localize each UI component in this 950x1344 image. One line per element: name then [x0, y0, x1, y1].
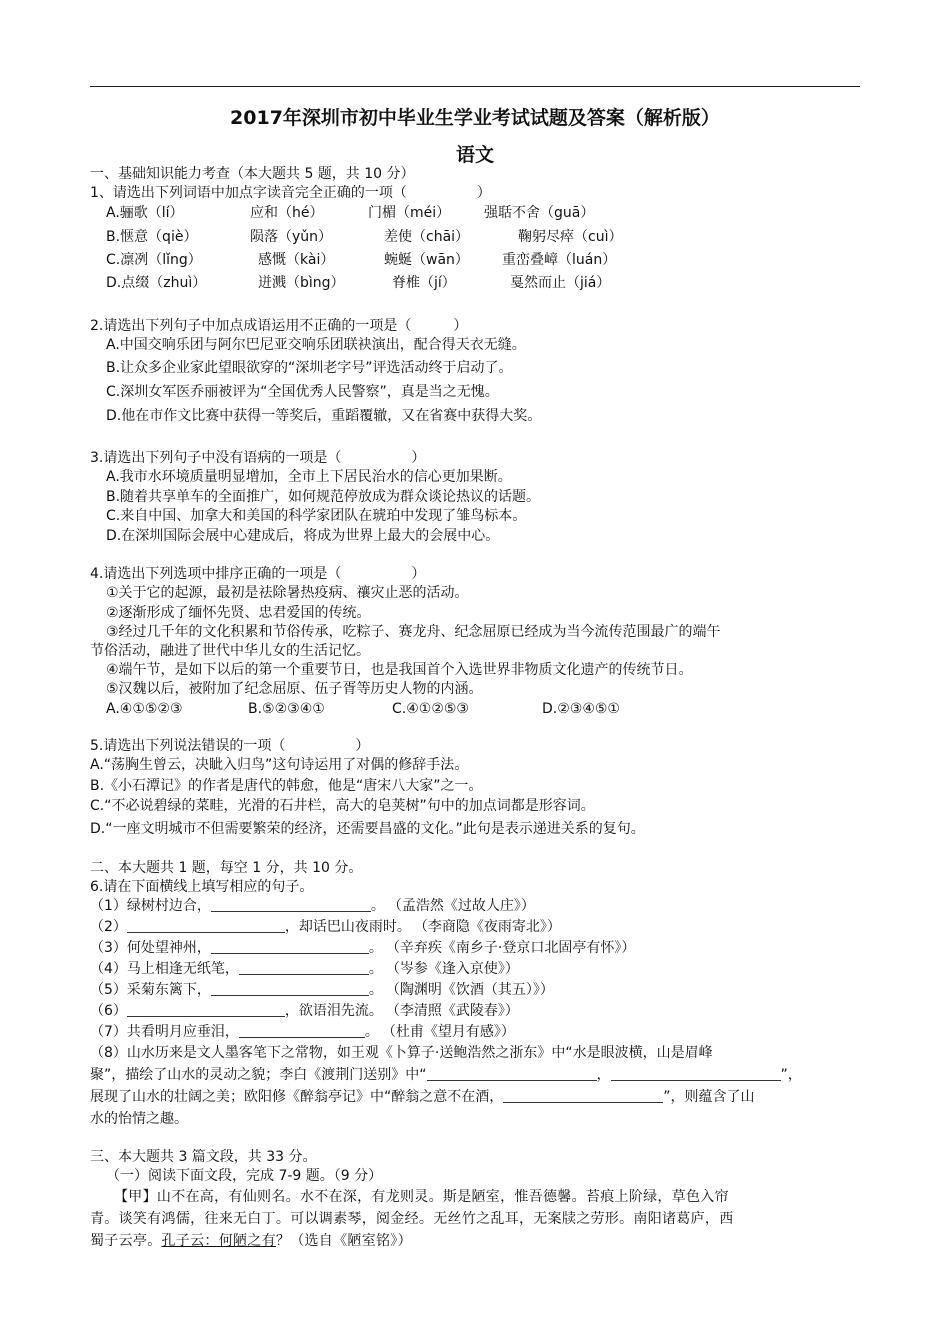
- q1-d-2: 迸溅（bìng）: [258, 275, 345, 291]
- fill-item-8-line3: [90, 1087, 755, 1108]
- q1-c-4: 重峦叠嶂（luán）: [502, 252, 617, 268]
- passage-line-1: [90, 1187, 860, 1208]
- section2-heading: 二、本大题共 1 题，每空 1 分，共 10 分。: [90, 860, 363, 876]
- fill-num: （6）: [90, 1003, 127, 1019]
- fill-source: （杜甫《望月有感》）: [388, 1024, 515, 1040]
- q5-option-c: C.“不必说碧绿的菜畦，光滑的石井栏，高大的皂荚树”句中的加点词都是形容词。: [90, 798, 595, 814]
- q3-option-c: C.来自中国、加拿大和美国的科学家团队在琥珀中发现了雏鸟标本。: [106, 508, 527, 524]
- q4-item-5: ⑤汉魏以后，被附加了纪念屈原、伍子胥等历史人物的内涵。: [106, 681, 483, 697]
- q1-d-3: 脊椎（jí）: [392, 275, 456, 291]
- q1-b-1: B.惬意（qiè）: [106, 229, 198, 245]
- fill-item-5: [90, 980, 554, 1001]
- answer-blank[interactable]: [239, 1023, 365, 1038]
- q1-a-2: 应和（hé）: [250, 205, 324, 221]
- q1-stem: 1、请选出下列词语中加点字读音完全正确的一项（ ）: [90, 185, 491, 201]
- fill-source: （李清照《武陵春》）: [392, 1003, 519, 1019]
- fill-item-8-line1: （8）山水历来是文人墨客笔下之常物，如王观《卜算子·送鲍浩然之浙东》中“水是眼波横，山是眉峰: [90, 1045, 713, 1061]
- q5-option-b: B.《小石潭记》的作者是唐代的韩愈，他是“唐宋八大家”之一。: [90, 778, 483, 794]
- q1-a-3: 门楣（méi）: [368, 205, 451, 221]
- q1-d-1: D.点缀（zhuì）: [106, 275, 207, 291]
- fill-num: （7）: [90, 1024, 127, 1040]
- q4-item-3-cont: 节俗活动，融进了世代中华儿女的生活记忆。: [90, 643, 370, 659]
- fill-num: （2）: [90, 919, 127, 935]
- q5-option-a: A.“荡胸生曾云，决眦入归鸟”这句诗运用了对偶的修辞手法。: [90, 757, 469, 773]
- fill-item-2: [90, 917, 561, 938]
- q2-option-a: A.中国交响乐团与阿尔巴尼亚交响乐团联袂演出，配合得天衣无缝。: [106, 337, 526, 353]
- fill-8-text-a: 聚”，描绘了山水的灵动之貌；李白《渡荆门送别》中“: [90, 1067, 427, 1083]
- q4-item-4: ④端午节，是如下以后的第一个重要节日，也是我国首个入选世界非物质文化遗产的传统节日。: [106, 662, 693, 678]
- answer-blank[interactable]: [239, 960, 369, 975]
- underlined-sentence: 孔子云：何陋之有: [161, 1233, 276, 1249]
- fill-post: ，欲语泪先流。: [284, 1003, 383, 1019]
- fill-source: （辛弃疾《南乡子·登京口北固亭有怀》）: [392, 940, 636, 956]
- answer-blank[interactable]: [211, 897, 371, 912]
- q1-c-3: 蜿蜒（wān）: [384, 252, 469, 268]
- fill-item-1: [90, 896, 535, 917]
- page-title: 2017年深圳市初中毕业生学业考试试题及答案（解析版）: [230, 107, 720, 129]
- q3-option-b: B.随着共享单车的全面推广，如何规范停放成为群众谈论热议的话题。: [106, 489, 541, 505]
- fill-pre: 何处望神州，: [126, 940, 211, 956]
- fill-source: （陶渊明《饮酒（其五）》）: [392, 982, 554, 998]
- q6-stem: 6.请在下面横线上填写相应的句子。: [90, 879, 314, 895]
- fill-post: 。: [368, 961, 383, 977]
- fill-post: 。: [368, 940, 383, 956]
- answer-blank[interactable]: [427, 1066, 597, 1081]
- fill-8-text-d: 展现了山水的壮阔之美；欧阳修《醉翁亭记》中“醉翁之意不在酒，: [90, 1089, 504, 1105]
- fill-8-text-c: ”，: [780, 1067, 802, 1083]
- section3-heading: 三、本大题共 3 篇文段，共 33 分。: [90, 1149, 317, 1165]
- fill-post: 。: [368, 982, 383, 998]
- fill-pre: 绿树村边合，: [126, 898, 211, 914]
- passage-line-3: [90, 1231, 860, 1252]
- fill-pre: 马上相逢无纸笔，: [126, 961, 239, 977]
- q1-a-4: 强聒不舍（guā）: [484, 205, 595, 221]
- fill-num: （4）: [90, 961, 127, 977]
- q3-option-d: D.在深圳国际会展中心建成后，将成为世界上最大的会展中心。: [106, 528, 500, 544]
- answer-blank[interactable]: [127, 1002, 285, 1017]
- answer-blank[interactable]: [611, 1066, 781, 1081]
- fill-item-6: [90, 1001, 519, 1022]
- answer-blank[interactable]: [211, 981, 369, 996]
- q2-stem: 2.请选出下列句子中加点成语运用不正确的一项是（ ）: [90, 318, 468, 334]
- header-rule: [90, 86, 860, 87]
- fill-item-7: [90, 1022, 515, 1043]
- q3-option-a: A.我市水环境质量明显增加，全市上下居民治水的信心更加果断。: [106, 469, 512, 485]
- q1-c-1: C.凛冽（lǐng）: [106, 252, 202, 268]
- q1-d-4: 戛然而止（jiá）: [510, 275, 611, 291]
- q1-c-2: 感慨（kài）: [258, 252, 335, 268]
- fill-source: （李商隐《夜雨寄北》）: [420, 919, 561, 935]
- fill-pre: 采菊东篱下，: [126, 982, 211, 998]
- fill-post: 。: [364, 1024, 379, 1040]
- passage-text: 【甲】山不在高，有仙则名。水不在深，有龙则灵。斯是陋室，惟吾德馨。苔痕上阶绿，草色入帘: [114, 1189, 729, 1205]
- fill-item-4: [90, 959, 519, 980]
- fill-item-8-line4: 水的怡情之趣。: [90, 1111, 188, 1127]
- fill-item-8-line2: [90, 1065, 802, 1086]
- q4-item-3: ③经过几千年的文化积累和节俗传承，吃粽子、赛龙舟、纪念屈原已经成为当今流传范围最广的端午: [106, 624, 721, 640]
- q2-option-c: C.深圳女军医乔丽被评为“全国优秀人民警察”，真是当之无愧。: [106, 384, 499, 400]
- q3-stem: 3.请选出下列句子中没有语病的一项是（ ）: [90, 450, 426, 466]
- fill-num: （3）: [90, 940, 127, 956]
- q1-a-1: A.骊歌（lí）: [106, 205, 184, 221]
- q5-stem: 5.请选出下列说法错误的一项（ ）: [90, 738, 370, 754]
- q1-b-4: 鞠躬尽瘁（cuì）: [518, 229, 623, 245]
- fill-post: ，却话巴山夜雨时。: [284, 919, 411, 935]
- fill-pre: 共看明月应垂泪，: [126, 1024, 239, 1040]
- answer-blank[interactable]: [211, 939, 369, 954]
- answer-blank[interactable]: [503, 1088, 663, 1103]
- fill-item-3: [90, 938, 635, 959]
- q4-item-1: ①关于它的起源，最初是祛除暑热疫病、禳灾止恶的活动。: [106, 585, 469, 601]
- q2-option-b: B.让众多企业家此望眼欲穿的“深圳老字号”评选活动终于启动了。: [106, 360, 513, 376]
- subject-heading: 语文: [455, 144, 494, 166]
- q4-choice-d: D.②③④⑤①: [542, 701, 620, 717]
- q4-choice-a: A.④①⑤②③: [106, 701, 183, 717]
- q5-option-d: D.“一座文明城市不但需要繁荣的经济，还需要昌盛的文化。”此句是表示递进关系的复句。: [90, 821, 645, 837]
- passage-text: 蜀子云亭。: [90, 1233, 162, 1249]
- fill-source: （孟浩然《过故人庄》）: [394, 898, 535, 914]
- fill-num: （1）: [90, 898, 127, 914]
- fill-8-text-b: ，: [596, 1067, 611, 1083]
- passage-source: ？（选自《陋室铭》）: [275, 1233, 412, 1249]
- section3-subheading: （一）阅读下面文段，完成 7-9 题。（9 分）: [106, 1168, 383, 1184]
- fill-post: 。: [370, 898, 385, 914]
- q1-b-2: 陨落（yǔn）: [250, 229, 333, 245]
- q1-b-3: 差使（chāi）: [384, 229, 470, 245]
- section1-heading: 一、基础知识能力考查（本大题共 5 题，共 10 分）: [90, 166, 415, 182]
- q4-choice-b: B.⑤②③④①: [248, 701, 325, 717]
- passage-line-2: 青。谈笑有鸿儒，往来无白丁。可以调素琴，阅金经。无丝竹之乱耳，无案牍之劳形。南阳诸葛庐，西: [90, 1211, 734, 1227]
- q4-choice-c: C.④①②⑤③: [392, 701, 469, 717]
- fill-8-text-e: ”，则蕴含了山: [663, 1089, 755, 1105]
- fill-num: （5）: [90, 982, 127, 998]
- q2-option-d: D.他在市作文比赛中获得一等奖后，重蹈覆辙，又在省赛中获得大奖。: [106, 408, 542, 424]
- fill-source: （岑参《逢入京使》）: [392, 961, 519, 977]
- answer-blank[interactable]: [127, 918, 285, 933]
- q4-item-2: ②逐渐形成了缅怀先贤、忠君爱国的传统。: [106, 605, 371, 621]
- q4-stem: 4.请选出下列选项中排序正确的一项是（ ）: [90, 566, 426, 582]
